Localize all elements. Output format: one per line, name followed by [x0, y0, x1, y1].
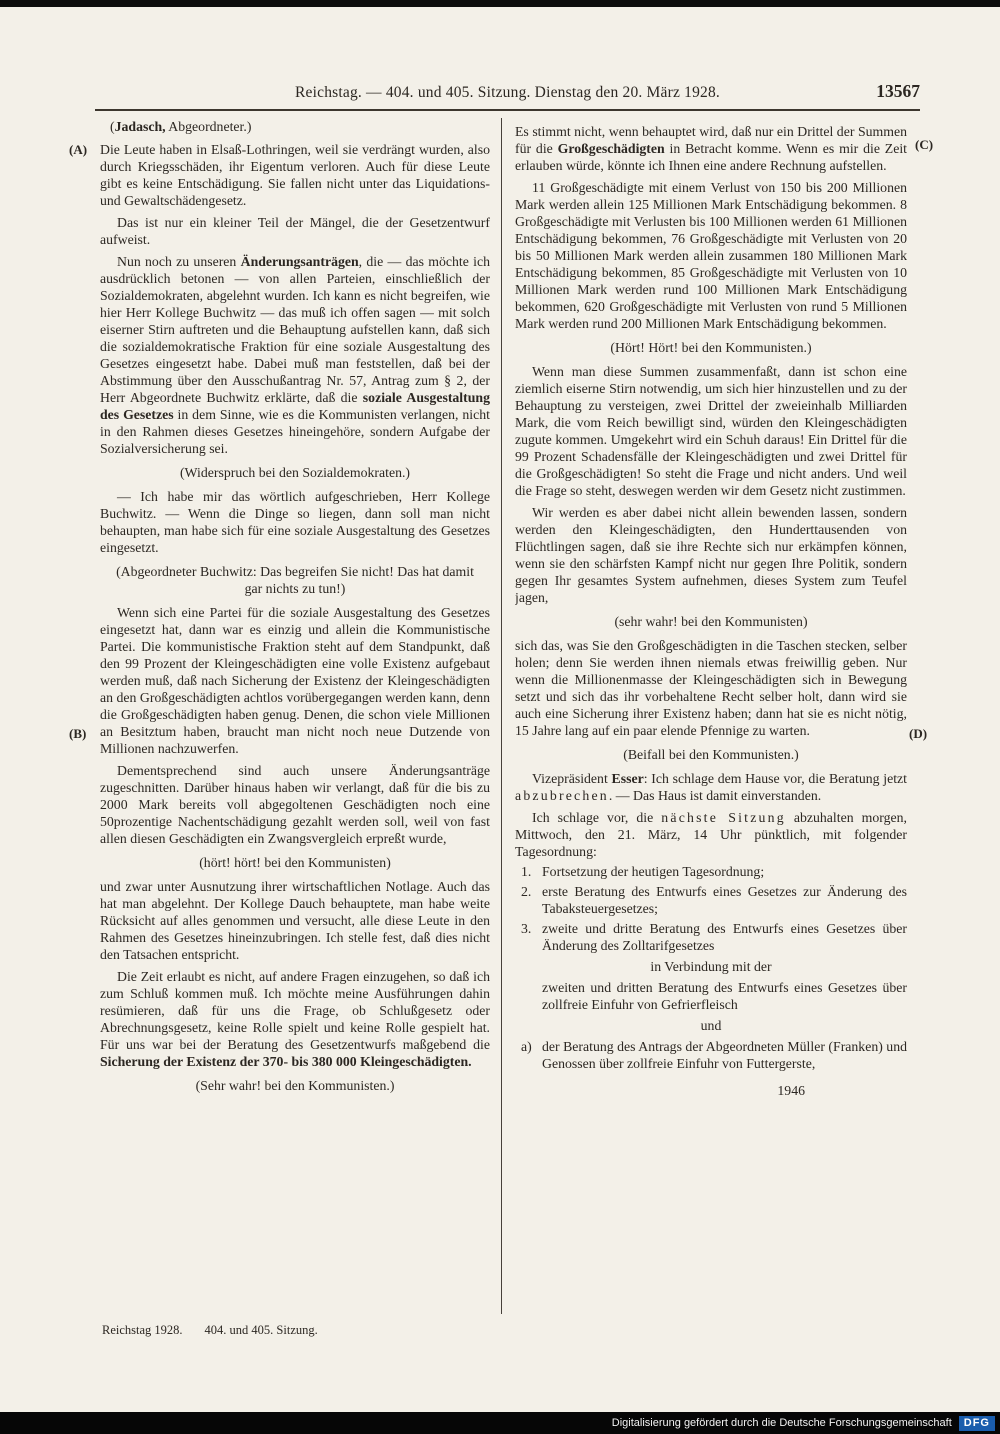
text-segment: . — Das Haus ist damit einverstanden.	[608, 788, 822, 803]
text-segment: zweiten und dritten Beratung des Entwurfs eines Gesetzes über zollfreie Einfuhr von Gefrierfleisch	[542, 980, 907, 1012]
interjection	[114, 854, 476, 871]
agenda-item-marker: 3.	[521, 921, 532, 936]
text-segment: und	[700, 1018, 722, 1033]
text-segment: (Beifall bei den Kommunisten.)	[623, 747, 799, 762]
interjection	[114, 464, 476, 481]
interjection	[529, 339, 893, 356]
speech-paragraph	[100, 141, 490, 209]
header-rule	[95, 109, 920, 111]
text-segment: Die Leute haben in Elsaß-Lothringen, weil sie verdrängt wurden, also durch Kriegsschäden, ihr Eigentum verloren. Auch für diese Leute gibt es keine Entschädigung. Sie fallen nicht unter das Liquidations- und Gewaltschädengesetz.	[100, 142, 490, 208]
interjection	[529, 746, 893, 763]
page-header	[95, 81, 920, 106]
text-segment: 1946	[777, 1083, 805, 1098]
footer-session: 404. und 405. Sitzung.	[204, 1323, 318, 1337]
agenda-item-marker: 2.	[521, 884, 532, 899]
text-segment: Dementsprechend sind auch unsere Änderungsanträge zugeschnitten. Darüber hinaus haben wir verlangt, daß für die bis zu 2000 Mark bereits voll abgegoltenen Geschädigten noch eine 50prozentige Nachentschädigung gezahlt werden soll, weil von fast allen diesen Geschädigten ein Zwangsvergleich erpreßt wurde,	[100, 763, 490, 846]
page-number: 13567	[876, 81, 920, 101]
emphasized-text: Änderungsanträgen	[240, 254, 359, 269]
agenda-item	[515, 863, 907, 880]
agenda-item-marker: a)	[521, 1039, 532, 1054]
emphasized-text: Esser	[611, 771, 644, 786]
text-segment: (hört! hört! bei den Kommunisten)	[199, 855, 391, 870]
text-segment: (	[110, 119, 115, 134]
text-segment: Ich schlage vor, die	[532, 810, 662, 825]
footer-signature: Reichstag 1928.	[102, 1323, 183, 1337]
page-footer	[102, 1323, 340, 1338]
agenda-item	[515, 883, 907, 917]
emphasized-text: Jadasch,	[114, 119, 166, 134]
speech-paragraph	[100, 762, 490, 847]
margin-marker-a: (A)	[69, 142, 88, 157]
agenda-sub-item	[542, 979, 907, 1013]
agenda-item-marker: 1.	[521, 864, 532, 879]
text-segment: (Sehr wahr! bei den Kommunisten.)	[195, 1078, 395, 1093]
text-segment: : Ich schlage dem Hause vor, die Beratung jetzt	[643, 771, 907, 786]
text-segment: der Beratung des Antrags der Abgeordneten Müller (Franken) und Genossen über zollfreie Einfuhr von Futtergerste,	[542, 1039, 907, 1071]
speech-paragraph	[100, 878, 490, 963]
interjection	[529, 613, 893, 630]
agenda-item	[515, 920, 907, 954]
text-segment: Die Zeit erlaubt es nicht, auf andere Fragen einzugehen, so daß ich zum Schluß kommen muß. Ich möchte meine Ausführungen dahin resümieren, daß für uns die Frage, ob Schlußgesetz oder Abrechnungsgesetz, keine Rolle spielt und keine Rolle gespielt hat. Für uns war bei der Beratung des Gesetzentwurfs maßgebend die	[100, 969, 490, 1052]
speech-paragraph	[515, 179, 907, 332]
text-segment: — Ich habe mir das wörtlich aufgeschrieben, Herr Kollege Buchwitz. — Wenn die Dinge so liegen, dann soll man nicht behaupten, man habe sich für eine soziale Ausgestaltung des Gesetzes eingesetzt.	[100, 489, 490, 555]
left-column	[100, 118, 490, 1328]
text-segment: sich das, was Sie den Großgeschädigten in die Taschen stecken, selber holen; denn Sie werden ihnen niemals etwas freiwillig geben. Nur wenn die Millionenmasse der Kleingeschädigten sich in Bewegung setzt und sich das ihr vorbehaltene Recht selber holt, dann wird sie auch eine Sicherung ihrer Existenz haben; dann hat sie es nicht nötig, 15 Jahre lang auf ein paar elende Pfennige zu warten.	[515, 638, 907, 738]
text-segment: (Hört! Hört! bei den Kommunisten.)	[610, 340, 812, 355]
text-segment: und zwar unter Ausnutzung ihrer wirtschaftlichen Notlage. Auch das hat man abgelehnt. Der Kollege Dauch behauptete, man habe weite Rücksicht auf alles genommen und versucht, alle diese Leute in den Rahmen des Gesetzes hineinzubringen. Ich stelle fest, daß dies nicht den Tatsachen entspricht.	[100, 879, 490, 962]
scan-top-edge	[0, 0, 1000, 7]
text-segment: abzuhalten morgen, Mittwoch, den 21. März, 14 Uhr pünktlich, mit folgender Tagesordnung:	[515, 810, 907, 859]
speech-paragraph	[515, 123, 907, 174]
emphasized-text: Sicherung der Existenz der 370- bis 380 000 Kleingeschädigten.	[100, 1054, 472, 1069]
text-segment: Fortsetzung der heutigen Tagesordnung;	[542, 864, 765, 879]
agenda-connector	[515, 1017, 907, 1034]
text-segment: , die — das möchte ich ausdrücklich betonen — von allen Parteien, einschließlich der Sozialdemokraten, abgelehnt wurden. Ich kann es nicht begreifen, wie hier Herr Kollege Buchwitz — das muß ich offen sagen — mit solch eiserner Stirn auftreten und die Behauptung aufstellen kann, daß sich die sozialdemokratische Fraktion für eine soziale Ausgestaltung des Gesetzes eingesetzt habe. Dabei muß man feststellen, daß bei der Abstimmung über den Ausschußantrag Nr. 57, Antrag zum § 2, der Herr Abgeordnete Buchwitz erklärte, daß die	[100, 254, 490, 405]
emphasized-text: soziale Ausgestaltung des Gesetzes	[100, 390, 490, 422]
right-column	[515, 118, 907, 1328]
speech-paragraph	[515, 363, 907, 499]
text-segment: (Abgeordneter Buchwitz: Das begreifen Sie nicht! Das hat damit gar nichts zu tun!)	[116, 564, 474, 596]
speech-paragraph	[100, 214, 490, 248]
column-divider	[501, 118, 502, 1314]
text-segment: Wenn sich eine Partei für die soziale Ausgestaltung des Gesetzes eingesetzt hat, dann war es einzig und allein die Kommunistische Partei. Die kommunistische Fraktion steht auf dem Standpunkt, daß den 99 Prozent der Kleingeschädigten eine volle Existenz aufgebaut werden muß, daß nach Sicherung der Existenz der Kleingeschädigten an den Großgeschädigten achtlos vorübergegangen werden kann, denn die Großgeschädigten haben genug. Denen, die schon viele Millionen an Besitztum haben, braucht man nicht noch neue Dutzende von Millionen nachzuwerfen.	[100, 605, 490, 756]
text-segment: Vizepräsident	[532, 771, 612, 786]
text-segment: erste Beratung des Entwurfs eines Gesetzes zur Änderung des Tabaksteuergesetzes;	[542, 884, 907, 916]
text-segment: in dem Sinne, wie es die Kommunisten verlangen, nicht in den Rahmen dieses Gesetzes hineingehöre, sondern Aufgabe der Sozialversicherung sei.	[100, 407, 490, 456]
speech-paragraph	[515, 504, 907, 606]
speaker-continuation-note	[100, 118, 490, 135]
agenda-connector	[515, 958, 907, 975]
digitization-credit: Digitalisierung gefördert durch die Deutsche Forschungsgemeinschaft	[611, 1417, 952, 1429]
text-segment: Wenn man diese Summen zusammenfaßt, dann ist schon eine ziemlich eiserne Stirn notwendig, um sich hier hinzustellen und zu der Behauptung zu versteigen, zwei Drittel der zweieinhalb Milliarden Mark, die vom Reich bewilligt sind, würden den Kleingeschädigten zugute kommen. Umgekehrt wird ein Schuh daraus! Ein Drittel für die 99 Prozent Schadensfälle der Kleingeschädigten und zwei Drittel für die Großgeschädigten! So steht die Frage und nicht anders. Und weil die Frage so steht, deswegen werden wir dem Gesetz nicht zustimmen.	[515, 364, 907, 498]
speech-paragraph	[100, 253, 490, 457]
speech-paragraph	[515, 770, 907, 804]
text-segment: (sehr wahr! bei den Kommunisten)	[614, 614, 808, 629]
dfg-logo: DFG	[959, 1416, 995, 1431]
text-segment: in Betracht komme. Wenn es mir die Zeit erlauben würde, könnte ich Ihnen eine andere Rechnung aufstellen.	[515, 141, 907, 173]
digitization-bar	[0, 1412, 1000, 1434]
text-segment: abzubrechen	[515, 788, 609, 803]
text-segment: Wir werden es aber dabei nicht allein bewenden lassen, sondern werden den Kleingeschädigten, den Hunderttausenden von Flüchtlingen sagen, daß sie ihre Rechte sich nur erkämpfen können, wenn sie den schärfsten Kampf nicht nur gegen Ihre Politik, sondern gegen Ihr gesamtes System aufnehmen, dieses System zum Teufel jagen,	[515, 505, 907, 605]
speech-paragraph	[100, 488, 490, 556]
interjection	[114, 1077, 476, 1094]
text-segment: zweite und dritte Beratung des Entwurfs eines Gesetzes über Änderung des Zolltarifgesetzes	[542, 921, 907, 953]
text-segment: 11 Großgeschädigte mit einem Verlust von 150 bis 200 Millionen Mark werden allein 125 Millionen Mark Entschädigung bekommen. 8 Großgeschädigte mit Verlusten bis 100 Millionen werden 61 Millionen Entschädigung bekommen, 76 Großgeschädigte mit Verlusten von 20 bis 50 Millionen Mark werden allein zusammen 180 Millionen Mark Entschädigung bekommen, 85 Großgeschädigte mit Verlusten von 10 Millionen Mark werden rund 100 Millionen Mark Entschädigung bekommen, 620 Großgeschädigte mit Verlusten von rund 5 Millionen Mark werden rund 200 Millionen Mark Entschädigung bekommen.	[515, 180, 907, 331]
sheet-number	[515, 1082, 907, 1099]
speech-paragraph	[515, 809, 907, 860]
text-segment: (Widerspruch bei den Sozialdemokraten.)	[179, 465, 411, 480]
text-segment: Nun noch zu unseren	[117, 254, 241, 269]
text-segment: in Verbindung mit der	[650, 959, 772, 974]
emphasized-text: Großgeschädigten	[557, 141, 665, 156]
text-segment: Es stimmt nicht, wenn behauptet wird, daß nur ein Drittel der Summen für die	[515, 124, 907, 156]
margin-marker-c: (C)	[915, 137, 934, 152]
speech-paragraph	[100, 968, 490, 1070]
text-segment: Das ist nur ein kleiner Teil der Mängel, die der Gesetzentwurf aufweist.	[100, 215, 490, 247]
speech-paragraph	[100, 604, 490, 757]
speech-paragraph	[515, 637, 907, 739]
page-header-title: Reichstag. — 404. und 405. Sitzung. Dienstag den 20. März 1928.	[294, 84, 720, 101]
interjection	[114, 563, 476, 597]
margin-marker-b: (B)	[69, 726, 87, 741]
text-segment: nächste Sitzung	[661, 810, 786, 825]
margin-marker-d: (D)	[909, 726, 928, 741]
agenda-item	[515, 1038, 907, 1072]
text-segment: Abgeordneter.)	[165, 119, 252, 134]
